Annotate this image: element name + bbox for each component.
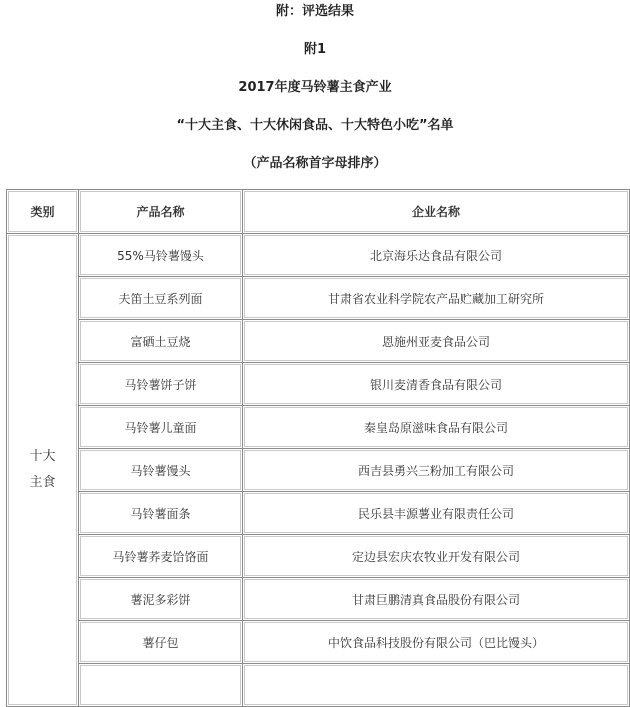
product-name-cell: 马铃薯荞麦饸饹面 xyxy=(79,535,243,578)
product-name-cell: 薯仔包 xyxy=(79,621,243,664)
table-row xyxy=(7,277,630,320)
list-title: “十大主食、十大休闲食品、十大特色小吃”名单 xyxy=(176,118,454,133)
product-name-cell: 夫笛土豆系列面 xyxy=(79,277,243,320)
company-name-cell: 甘肃省农业科学院农产品贮藏加工研究所 xyxy=(243,277,630,320)
table-header-row xyxy=(7,190,630,234)
table-row xyxy=(7,320,630,363)
table-row xyxy=(7,492,630,535)
company-name-cell: 中饮食品科技股份有限公司（巴比馒头） xyxy=(243,621,630,664)
company-name-cell: 恩施州亚麦食品公司 xyxy=(243,320,630,363)
product-name-cell: 马铃薯馒头 xyxy=(79,449,243,492)
product-name-cell: 马铃薯饼子饼 xyxy=(79,363,243,406)
table-row xyxy=(7,578,630,621)
product-name-cell: 薯泥多彩饼 xyxy=(79,578,243,621)
column-header-company: 企业名称 xyxy=(243,190,630,234)
table-row xyxy=(7,234,630,277)
category-label-line1: 十大 xyxy=(29,449,56,464)
table-row xyxy=(7,621,630,664)
company-name-cell: 西吉县勇兴三粉加工有限公司 xyxy=(243,449,630,492)
product-name-cell: 富硒土豆烧 xyxy=(79,320,243,363)
product-name-cell-empty xyxy=(79,664,243,707)
product-name-cell: 55%马铃薯馒头 xyxy=(79,234,243,277)
category-label-line2: 主食 xyxy=(29,475,56,490)
table-row xyxy=(7,406,630,449)
company-name-cell: 秦皇岛原滋味食品有限公司 xyxy=(243,406,630,449)
product-name-cell: 马铃薯面条 xyxy=(79,492,243,535)
category-cell xyxy=(7,234,79,707)
column-header-category: 类别 xyxy=(7,190,79,234)
table-row xyxy=(7,363,630,406)
results-table xyxy=(6,189,630,707)
table-row xyxy=(7,449,630,492)
company-name-cell: 定边县宏庆农牧业开发有限公司 xyxy=(243,535,630,578)
company-name-cell-empty xyxy=(243,664,630,707)
company-name-cell: 银川麦清香食品有限公司 xyxy=(243,363,630,406)
product-name-cell: 马铃薯儿童面 xyxy=(79,406,243,449)
company-name-cell: 北京海乐达食品有限公司 xyxy=(243,234,630,277)
column-header-product: 产品名称 xyxy=(79,190,243,234)
sort-note: （产品名称首字母排序） xyxy=(243,156,387,171)
table-row xyxy=(7,535,630,578)
company-name-cell: 甘肃巨鹏清真食品股份有限公司 xyxy=(243,578,630,621)
company-name-cell: 民乐县丰源薯业有限责任公司 xyxy=(243,492,630,535)
appendix-number: 附1 xyxy=(303,42,327,57)
appendix-title: 附：评选结果 xyxy=(275,4,354,19)
event-title: 2017年度马铃薯主食产业 xyxy=(238,80,392,95)
table-row-partial xyxy=(7,664,630,707)
